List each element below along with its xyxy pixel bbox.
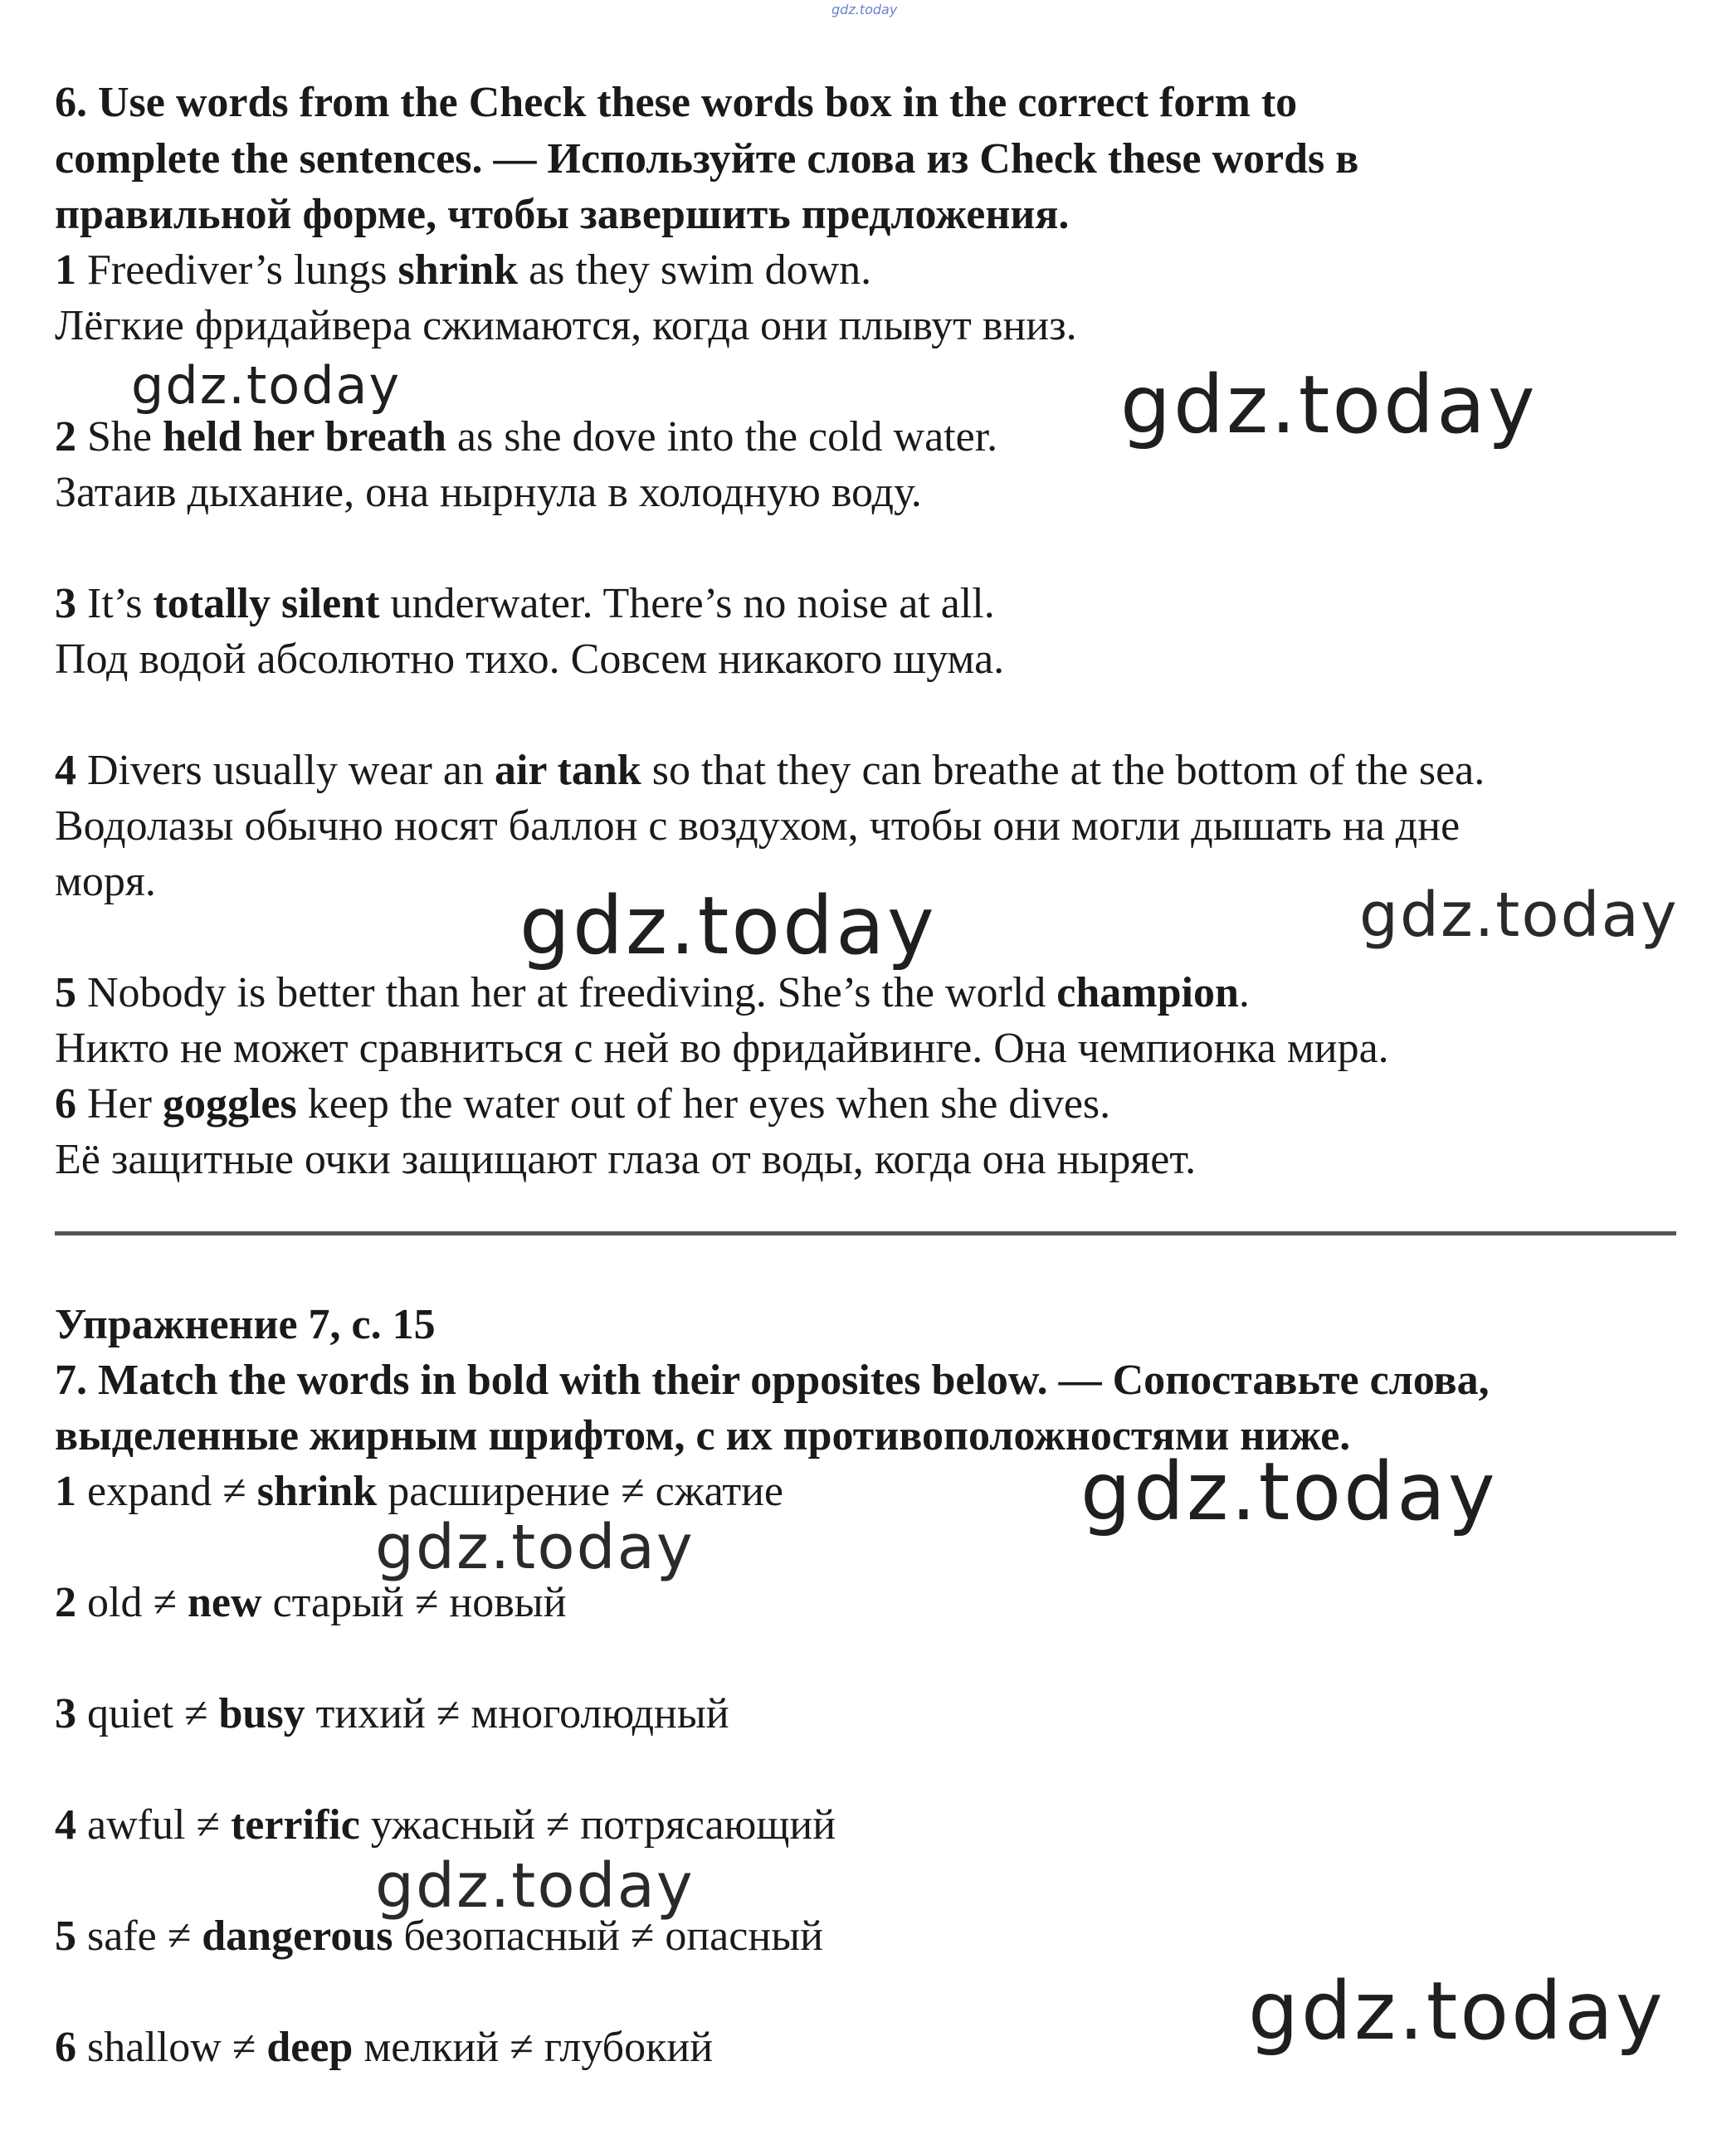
ex6-item-1-en: 1 Freediver’s lungs shrink as they swim down. [55, 246, 872, 294]
key-word: shrink [256, 1468, 378, 1515]
watermark-text: gdz.today [1080, 1445, 1498, 1538]
key-word: totally silent [153, 580, 380, 627]
ex6-item-5-en: 5 Nobody is better than her at freediving. She’s the world champion. [55, 969, 1250, 1016]
key-word: goggles [162, 1080, 297, 1128]
key-word: dangerous [202, 1913, 393, 1960]
ex6-item-6-en: 6 Her goggles keep the water out of her eyes when she dives. [55, 1080, 1111, 1128]
ex6-heading-line-2: complete the sentences. — Используйте слова из Check these words в [55, 135, 1359, 183]
watermark-text: gdz.today [519, 880, 937, 972]
ex7-heading-line-2: выделенные жирным шрифтом, с их противоположностями ниже. [55, 1412, 1351, 1459]
item-number: 1 [55, 246, 76, 294]
item-number: 6 [55, 1080, 76, 1128]
item-number: 2 [55, 413, 76, 460]
key-word: deep [266, 2024, 354, 2071]
key-word: new [188, 1579, 262, 1626]
ex7-item-2: 2 old ≠ new старый ≠ новый [55, 1579, 567, 1626]
watermark-text: gdz.today [375, 1512, 695, 1583]
ex6-item-5-ru: Никто не может сравниться с ней во фридайвинге. Она чемпионка мира. [55, 1025, 1389, 1072]
ex7-item-4: 4 awful ≠ terrific ужасный ≠ потрясающий [55, 1801, 836, 1849]
section-divider [55, 1231, 1676, 1235]
key-word: champion [1056, 969, 1239, 1016]
item-number: 4 [55, 747, 76, 794]
ex6-item-2-en: 2 She held her breath as she dove into the cold water. [55, 413, 998, 460]
ex7-section-title: Упражнение 7, с. 15 [55, 1301, 436, 1348]
ex6-item-2-ru: Затаив дыхание, она нырнула в холодную воду. [55, 469, 922, 516]
ex6-item-3-en: 3 It’s totally silent underwater. There’s no noise at all. [55, 580, 995, 627]
item-number: 3 [55, 580, 76, 627]
ex6-item-4-en: 4 Divers usually wear an air tank so that they can breathe at the bottom of the sea. [55, 747, 1485, 794]
ex7-heading-line-1: 7. Match the words in bold with their opposites below. — Сопоставьте слова, [55, 1357, 1490, 1404]
ex7-item-5: 5 safe ≠ dangerous безопасный ≠ опасный [55, 1913, 823, 1960]
key-word: shrink [397, 246, 519, 294]
item-number: 5 [55, 1913, 76, 1960]
ex7-item-6: 6 shallow ≠ deep мелкий ≠ глубокий [55, 2024, 714, 2071]
item-number: 3 [55, 1690, 76, 1737]
ex6-item-6-ru: Её защитные очки защищают глаза от воды, когда она ныряет. [55, 1136, 1197, 1183]
key-word: busy [218, 1690, 305, 1737]
ex7-item-1: 1 expand ≠ shrink расширение ≠ сжатие [55, 1468, 783, 1515]
item-number: 1 [55, 1468, 76, 1515]
watermark-text: gdz.today [131, 355, 402, 416]
watermark-text: gdz.today [1248, 1965, 1665, 2058]
item-number: 5 [55, 969, 76, 1016]
key-word: terrific [230, 1801, 360, 1849]
key-word: air tank [494, 747, 641, 794]
ex6-item-4-ru-1: Водолазы обычно носят баллон с воздухом, чтобы они могли дышать на дне [55, 802, 1460, 850]
key-word: held her breath [163, 413, 446, 460]
item-number: 4 [55, 1801, 76, 1849]
ex6-heading-line-3: правильной форме, чтобы завершить предложения. [55, 191, 1070, 238]
watermark-text: gdz.today [1359, 880, 1679, 951]
ex7-item-3: 3 quiet ≠ busy тихий ≠ многолюдный [55, 1690, 729, 1737]
watermark-text: gdz.today [1120, 358, 1538, 451]
item-number: 2 [55, 1579, 76, 1626]
ex6-item-4-ru-2: моря. [55, 858, 156, 905]
ex6-heading-line-1: 6. Use words from the Check these words box in the correct form to [55, 79, 1298, 126]
watermark-text: gdz.today [375, 1850, 695, 1922]
item-number: 6 [55, 2024, 76, 2071]
ex6-item-1-ru: Лёгкие фридайвера сжимаются, когда они плывут вниз. [55, 302, 1077, 349]
ex6-item-3-ru: Под водой абсолютно тихо. Совсем никакого шума. [55, 636, 1005, 683]
top-watermark: gdz.today [831, 2, 898, 17]
